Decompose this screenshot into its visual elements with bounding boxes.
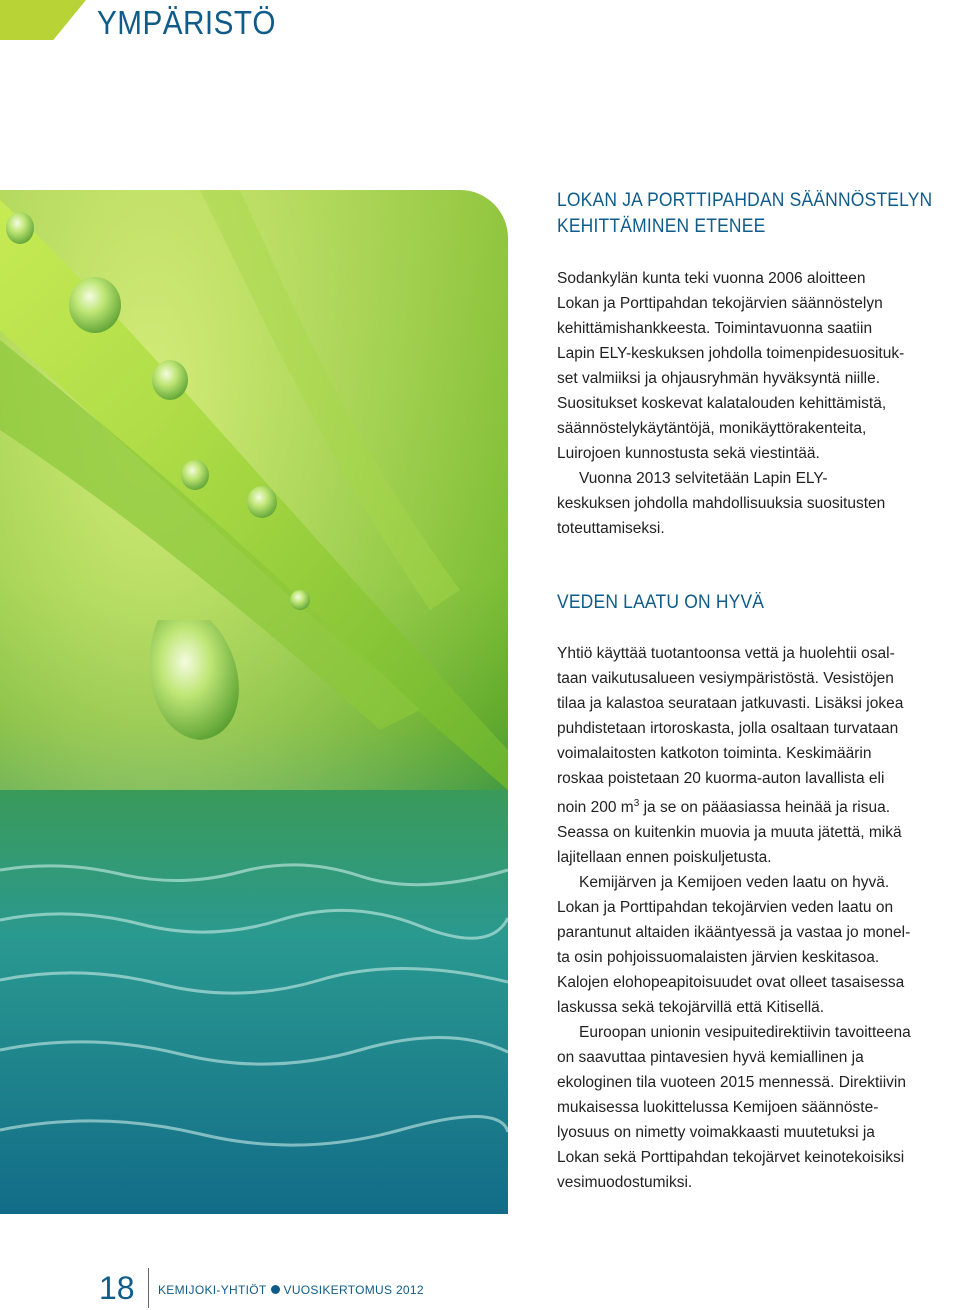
- body-line: Seassa on kuitenkin muovia ja muuta jätettä, mikä: [557, 824, 902, 841]
- body-line: Luirojoen kunnostusta sekä viestintää.: [557, 445, 820, 462]
- body-line: roskaa poistetaan 20 kuorma-auton lavallista eli: [557, 770, 885, 787]
- body-line: Lapin ELY-keskuksen johdolla toimenpidesuosituk-: [557, 345, 905, 362]
- body-line: set valmiiksi ja ohjausryhmän hyväksyntä niille.: [557, 370, 881, 387]
- body-line: laskussa sekä tekojärvillä että Kitisellä.: [557, 999, 825, 1016]
- footer-company: KEMIJOKI-YHTIÖT: [158, 1283, 267, 1297]
- body-line: taan vaikutusalueen vesiympäristöstä. Vesistöjen: [557, 670, 894, 687]
- body-line: Lokan sekä Porttipahdan tekojärvet keinotekoisiksi: [557, 1149, 905, 1166]
- footer-caption: [158, 1283, 424, 1297]
- body-line: on saavuttaa pintavesien hyvä kemiallinen ja: [557, 1049, 864, 1066]
- body-line: Lokan ja Porttipahdan tekojärvien säännöstelyn: [557, 295, 883, 312]
- body-line: Euroopan unionin vesipuitedirektiivin tavoitteena: [579, 1024, 911, 1041]
- article-body: [557, 266, 957, 541]
- body-line: keskuksen johdolla mahdollisuuksia suositusten: [557, 495, 886, 512]
- body-line: Yhtiö käyttää tuotantoonsa vettä ja huolehtii osal-: [557, 645, 895, 662]
- body-line: kehittämishankkeesta. Toimintavuonna saatiin: [557, 320, 873, 337]
- body-line: voimalaitosten katkoton toiminta. Keskimäärin: [557, 745, 872, 762]
- body-line: Kalojen elohopeapitoisuudet ovat olleet tasaisessa: [557, 974, 905, 991]
- page-number: 18: [99, 1270, 135, 1306]
- body-text: ja se on pääasiassa heinää ja risua.: [639, 799, 891, 816]
- body-line: ekologinen tila vuoteen 2015 mennessä. Direktiivin: [557, 1074, 906, 1091]
- heading-line: LOKAN JA PORTTIPAHDAN SÄÄNNÖSTELYN: [557, 190, 933, 211]
- section-title: YMPÄRISTÖ: [97, 4, 276, 41]
- section-corner-tab: [0, 0, 86, 40]
- article-veden-laatu: [557, 590, 957, 616]
- body-line: lyosuus on nimetty voimakkaasti muutetuksi ja: [557, 1124, 875, 1141]
- body-line: tilaa ja kalastoa seurataan jatkuvasti. Lisäksi jokea: [557, 695, 904, 712]
- body-line: Sodankylän kunta teki vuonna 2006 aloitteen: [557, 270, 866, 287]
- body-line: Vuonna 2013 selvitetään Lapin ELY-: [579, 470, 828, 487]
- body-line: parantunut altaiden ikääntyessä ja vastaa jo monel-: [557, 924, 911, 941]
- body-line: mukaisessa luokittelussa Kemijoen säännöste-: [557, 1099, 879, 1116]
- body-line: säännöstelykäytäntöjä, monikäyttörakenteita,: [557, 420, 867, 437]
- body-line: Kemijärven ja Kemijoen veden laatu on hyvä.: [579, 874, 890, 891]
- footer-report: VUOSIKERTOMUS 2012: [283, 1283, 424, 1297]
- body-line: lajitellaan ennen poiskuljetusta.: [557, 849, 772, 866]
- heading-line: KEHITTÄMINEN ETENEE: [557, 216, 766, 237]
- article-lokan-porttipahdan: [557, 188, 957, 240]
- body-line: ta osin pohjoissuomalaisten järvien keskitasoa.: [557, 949, 880, 966]
- article-body: [557, 641, 957, 1195]
- body-line: puhdistetaan irtoroskasta, jolla osaltaan turvataan: [557, 720, 899, 737]
- bullet-dot-icon: [271, 1285, 280, 1294]
- superscript: 3: [633, 798, 640, 809]
- body-line: Lokan ja Porttipahdan tekojärvien veden laatu on: [557, 899, 894, 916]
- body-line: toteuttamiseksi.: [557, 520, 665, 537]
- body-line: [557, 791, 957, 820]
- article-heading: [557, 188, 933, 240]
- footer-divider: [148, 1268, 149, 1308]
- body-text: noin 200 m: [557, 799, 634, 816]
- body-line: vesimuodostumiksi.: [557, 1174, 693, 1191]
- water-drop-photo: [0, 190, 508, 1214]
- article-heading: VEDEN LAATU ON HYVÄ: [557, 592, 765, 613]
- body-line: Suositukset koskevat kalatalouden kehittämistä,: [557, 395, 887, 412]
